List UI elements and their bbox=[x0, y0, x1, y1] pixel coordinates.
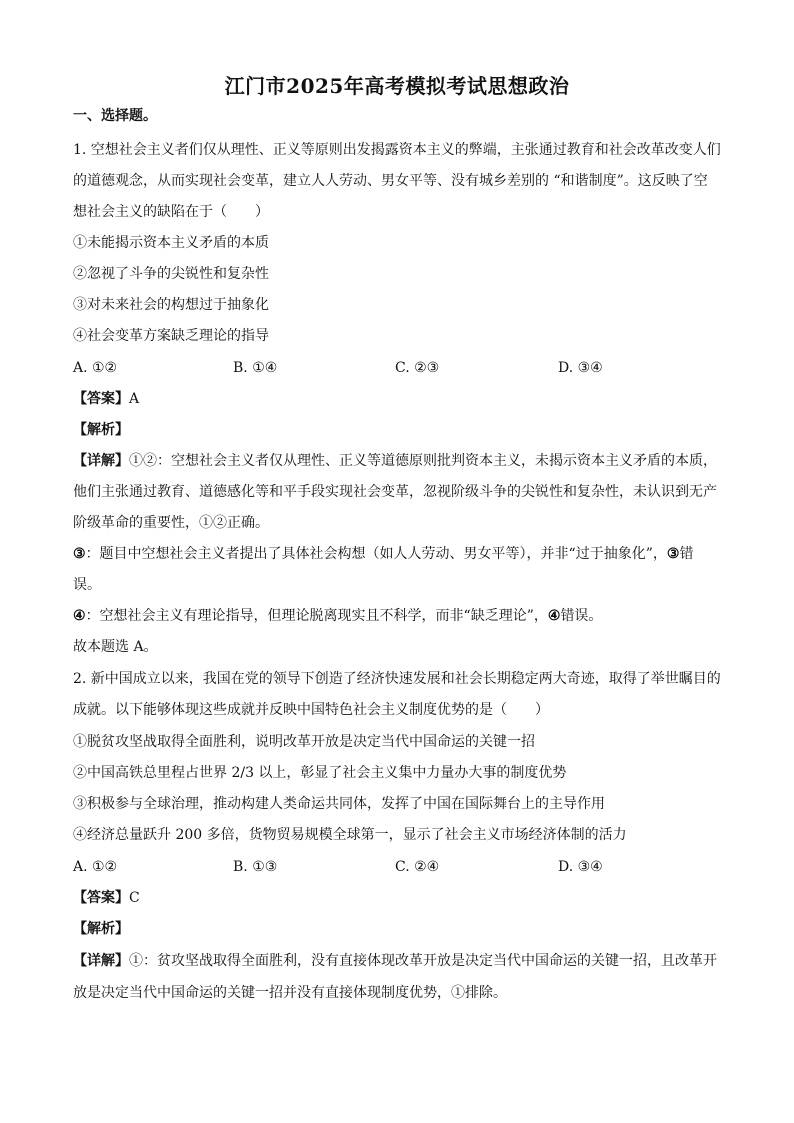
section-heading: 一、选择题。 bbox=[73, 108, 157, 124]
q2-choice-d: D. ③④ bbox=[558, 859, 603, 875]
q1-stem-line-3: 想社会主义的缺陷在于（ ） bbox=[73, 204, 269, 220]
q1-note3-line-2: 误。 bbox=[73, 577, 101, 593]
q1-note4-text: ：空想社会主义有理论指导，但理论脱离现实且不科学，而非“缺乏理论”， bbox=[85, 608, 548, 624]
q2-analysis-label: 【解析】 bbox=[73, 921, 129, 937]
q1-note3-text-1: ：题目中空想社会主义者提出了具体社会构想（如人人劳动、男女平等），并非“过于抽象化”， bbox=[85, 546, 667, 562]
q1-note3-line-1 bbox=[73, 544, 693, 564]
q1-choice-d: D. ③④ bbox=[558, 360, 603, 376]
q1-statement-2: ②忽视了斗争的尖锐性和复杂性 bbox=[73, 266, 269, 282]
q2-statement-4: ④经济总量跃升 200 多倍，货物贸易规模全球第一，显示了社会主义市场经济体制的活力 bbox=[73, 827, 627, 843]
q2-choice-c: C. ②④ bbox=[395, 859, 440, 875]
q1-analysis-label: 【解析】 bbox=[73, 422, 129, 438]
q2-choice-a: A. ①② bbox=[73, 859, 118, 875]
q1-statement-3: ③对未来社会的构想过于抽象化 bbox=[73, 297, 269, 313]
q1-statement-1: ①未能揭示资本主义矛盾的本质 bbox=[73, 235, 269, 251]
q1-answer-value: A bbox=[129, 391, 140, 407]
q2-statement-2: ②中国高铁总里程占世界 2/3 以上，彰显了社会主义集中力量办大事的制度优势 bbox=[73, 765, 567, 781]
q1-stem-line-2: 的道德观念，从而实现社会变革，建立人人劳动、男女平等、没有城乡差别的 “和谐制度”。这反映了空 bbox=[73, 173, 708, 189]
q2-statement-3: ③积极参与全球治理，推动构建人类命运共同体，发挥了中国在国际舞台上的主导作用 bbox=[73, 796, 605, 812]
q1-note3-tail: 错 bbox=[679, 546, 694, 562]
q1-choice-b: B. ①④ bbox=[233, 360, 278, 376]
q2-detail-text-1: ①：贫攻坚战取得全面胜利，没有直接体现改革开放是决定当代中国命运的关键一招，且改革开 bbox=[129, 953, 717, 969]
q1-note3-label-inline: ③ bbox=[666, 546, 680, 562]
q2-detail-line-2: 放是决定当代中国命运的关键一招并没有直接体现制度优势，①排除。 bbox=[73, 985, 507, 1001]
q2-stem-line-2: 成就。以下能够体现这些成就并反映中国特色社会主义制度优势的是（ ） bbox=[73, 702, 549, 718]
q1-answer-label: 【答案】 bbox=[73, 391, 129, 407]
q1-choice-c: C. ②③ bbox=[395, 360, 440, 376]
q1-stem-line-1: 1. 空想社会主义者们仅从理性、正义等原则出发揭露资本主义的弊端，主张通过教育和社会改革改变人们 bbox=[73, 142, 721, 158]
q2-statement-1: ①脱贫攻坚战取得全面胜利，说明改革开放是决定当代中国命运的关键一招 bbox=[73, 734, 535, 750]
q1-conclusion: 故本题选 A。 bbox=[73, 639, 158, 655]
q1-answer bbox=[73, 389, 139, 409]
document-title: 江门市2025年高考模拟考试思想政治 bbox=[224, 74, 570, 98]
q2-answer-label: 【答案】 bbox=[73, 890, 129, 906]
q1-statement-4: ④社会变革方案缺乏理论的指导 bbox=[73, 328, 269, 344]
q2-detail-label: 【详解】 bbox=[73, 953, 129, 969]
q1-detail-label: 【详解】 bbox=[73, 453, 129, 469]
q1-note3-label: ③ bbox=[73, 546, 86, 562]
q1-choice-a: A. ①② bbox=[73, 360, 118, 376]
q1-note4-label-inline: ④ bbox=[547, 608, 561, 624]
q1-note4-label: ④ bbox=[73, 608, 86, 624]
q1-detail-text-1: ①②：空想社会主义者仅从理性、正义等道德原则批判资本主义，未揭示资本主义矛盾的本质， bbox=[129, 453, 717, 469]
q1-note4-line bbox=[73, 606, 602, 626]
q2-stem-line-1: 2. 新中国成立以来，我国在党的领导下创造了经济快速发展和社会长期稳定两大奇迹，取得了举世瞩目的 bbox=[73, 671, 721, 687]
q2-answer bbox=[73, 888, 140, 908]
q1-note4-tail: 错误。 bbox=[560, 608, 603, 624]
q1-detail-line-2: 他们主张通过教育、道德感化等和平手段实现社会变革，忽视阶级斗争的尖锐性和复杂性，未认识到无产 bbox=[73, 484, 717, 500]
q2-detail-line-1 bbox=[73, 951, 717, 971]
q1-detail-line-3: 阶级革命的重要性，①②正确。 bbox=[73, 515, 269, 531]
q2-answer-value: C bbox=[129, 890, 140, 906]
q2-choice-b: B. ①③ bbox=[233, 859, 278, 875]
q1-detail-line-1 bbox=[73, 451, 717, 471]
